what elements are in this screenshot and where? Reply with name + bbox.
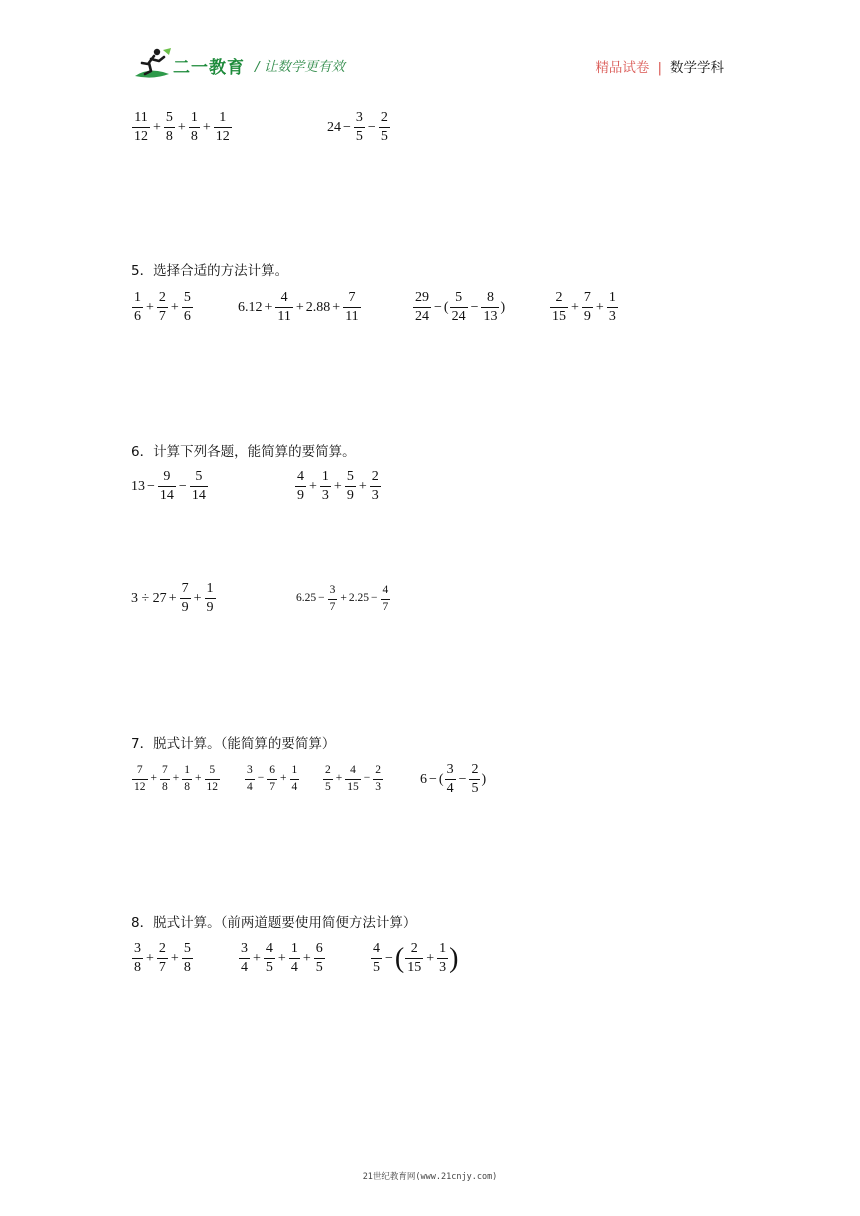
- numerator: 5: [195, 469, 203, 484]
- numerator: 2: [158, 941, 166, 956]
- fraction: [275, 291, 292, 324]
- header-label-quality: 精品试卷: [595, 60, 650, 76]
- denominator: 8: [190, 129, 198, 144]
- header-subject: [595, 56, 724, 76]
- denominator: 4: [446, 781, 454, 796]
- denominator: 5: [325, 780, 331, 793]
- numerator: 4: [373, 941, 380, 956]
- operator: −: [385, 950, 393, 966]
- operator: +: [153, 119, 161, 135]
- numerator: 5: [455, 290, 463, 305]
- numerator: 4: [297, 469, 304, 484]
- number: 2.88: [305, 299, 331, 315]
- expression: [370, 942, 458, 975]
- denominator: 3: [375, 780, 381, 793]
- expression: [294, 470, 382, 503]
- number: 13: [131, 478, 145, 494]
- numerator: 1: [608, 290, 616, 305]
- expression: [327, 111, 391, 144]
- denominator: 3: [321, 488, 329, 503]
- fraction: [379, 111, 390, 144]
- denominator: 7: [158, 960, 166, 975]
- numerator: 8: [486, 290, 494, 305]
- paren: (: [394, 942, 405, 974]
- numerator: 1: [190, 110, 198, 125]
- denominator: 9: [297, 488, 304, 503]
- fraction: [381, 585, 391, 613]
- operator: +: [150, 772, 157, 785]
- operator: −: [367, 119, 376, 135]
- numerator: 3: [329, 584, 336, 596]
- operator: +: [146, 950, 154, 966]
- fraction: [164, 111, 175, 144]
- number: 6: [420, 771, 427, 787]
- fraction: [469, 763, 480, 796]
- numerator: 7: [181, 581, 189, 596]
- fraction: [582, 291, 593, 324]
- denominator: 24: [415, 309, 429, 324]
- fraction: [245, 765, 255, 793]
- numerator: 1: [439, 941, 447, 956]
- operator: +: [302, 950, 311, 966]
- numerator: 5: [183, 290, 191, 305]
- denominator: 12: [134, 780, 146, 793]
- numerator: 5: [346, 469, 354, 484]
- operator: −: [371, 592, 378, 605]
- operator: +: [168, 590, 177, 606]
- numerator: 4: [280, 290, 288, 305]
- numerator: 3: [355, 110, 363, 125]
- numerator: 6: [315, 941, 323, 956]
- denominator: 6: [134, 309, 141, 324]
- logo-slogan: / 让数学更有效: [255, 59, 345, 75]
- expression: [131, 765, 221, 793]
- fraction: [132, 942, 143, 975]
- fraction: [437, 942, 448, 975]
- denominator: 9: [181, 600, 189, 615]
- fraction: [289, 942, 300, 975]
- denominator: 9: [346, 488, 354, 503]
- numerator: 7: [583, 290, 591, 305]
- denominator: 7: [158, 309, 166, 324]
- operator: +: [571, 299, 579, 315]
- header-label-subject: 数学学科: [670, 60, 724, 76]
- numerator: 3: [247, 764, 253, 776]
- operator: +: [358, 478, 367, 494]
- operator: −: [470, 299, 479, 315]
- fraction: [413, 291, 431, 324]
- denominator: 24: [451, 309, 466, 324]
- page-footer: 21世纪教育网(www.21cnjy.com): [362, 1172, 498, 1182]
- expression: [131, 942, 194, 975]
- operator: +: [332, 299, 341, 315]
- expression: [131, 111, 233, 144]
- denominator: 4: [241, 960, 248, 975]
- numerator: 2: [375, 764, 381, 776]
- operator: +: [146, 299, 154, 315]
- fraction: [157, 291, 168, 324]
- numerator: 2: [410, 941, 418, 956]
- problem-7-title: 7．脱式计算。（能简算的要简算）: [131, 736, 336, 752]
- operator: +: [280, 772, 287, 785]
- operator: +: [170, 299, 179, 315]
- fraction: [295, 470, 306, 503]
- operator: +: [277, 950, 286, 966]
- operator: +: [295, 299, 304, 315]
- numerator: 6: [269, 764, 275, 776]
- operator: +: [426, 950, 435, 966]
- numerator: 1: [206, 581, 214, 596]
- expression: [131, 582, 217, 615]
- numerator: 4: [350, 764, 356, 776]
- operator: +: [335, 772, 343, 785]
- denominator: 4: [291, 780, 298, 793]
- numerator: 7: [348, 290, 356, 305]
- fraction: [607, 291, 618, 324]
- header-separator: |: [657, 60, 662, 76]
- fraction: [132, 291, 143, 324]
- expression: [244, 765, 300, 793]
- logo-text: 二一教育: [173, 58, 245, 78]
- logo: [133, 46, 373, 82]
- denominator: 4: [290, 960, 298, 975]
- numerator: 2: [555, 290, 563, 305]
- fraction: [239, 942, 250, 975]
- denominator: 5: [355, 129, 363, 144]
- fraction: [345, 765, 361, 793]
- operator: −: [458, 771, 467, 787]
- denominator: 5: [315, 960, 323, 975]
- operator: −: [429, 771, 437, 787]
- fraction: [354, 111, 365, 144]
- operator: +: [202, 119, 211, 135]
- operator: +: [253, 950, 261, 966]
- expression: [296, 585, 391, 613]
- numerator: 1: [134, 290, 141, 305]
- denominator: 15: [407, 960, 422, 975]
- expression: [131, 470, 209, 503]
- denominator: 5: [373, 960, 380, 975]
- fraction: [182, 942, 193, 975]
- numerator: 4: [382, 584, 389, 596]
- fraction: [205, 765, 221, 793]
- runner-logo-icon: [133, 46, 173, 80]
- denominator: 8: [162, 780, 168, 793]
- denominator: 8: [184, 780, 190, 793]
- fraction: [320, 470, 331, 503]
- denominator: 3: [439, 960, 447, 975]
- numerator: 29: [415, 290, 429, 305]
- operator: −: [257, 772, 265, 785]
- paren: ): [500, 299, 506, 315]
- numerator: 3: [241, 941, 248, 956]
- denominator: 7: [382, 600, 389, 613]
- numerator: 7: [136, 764, 143, 776]
- denominator: 5: [471, 781, 479, 796]
- fraction: [267, 765, 277, 793]
- denominator: 11: [345, 309, 359, 324]
- denominator: 7: [329, 600, 336, 613]
- numerator: 1: [184, 764, 190, 776]
- denominator: 3: [608, 309, 616, 324]
- number: 2.25: [348, 592, 369, 605]
- operator: +: [309, 478, 317, 494]
- fraction: [370, 470, 381, 503]
- operator: +: [193, 590, 202, 606]
- numerator: 3: [134, 941, 141, 956]
- denominator: 8: [165, 129, 173, 144]
- fraction: [328, 585, 338, 613]
- operator: −: [318, 592, 325, 605]
- denominator: 5: [380, 129, 388, 144]
- expression: [412, 291, 505, 324]
- denominator: 3: [371, 488, 379, 503]
- number: 6.12: [238, 299, 263, 315]
- paren: ): [449, 942, 459, 974]
- denominator: 15: [347, 780, 359, 793]
- paren: (: [438, 771, 444, 787]
- fraction: [132, 765, 148, 793]
- numerator: 9: [163, 469, 171, 484]
- numerator: 1: [219, 110, 227, 125]
- denominator: 8: [134, 960, 141, 975]
- expression: [322, 765, 384, 793]
- expression: [238, 942, 326, 975]
- operator: −: [343, 119, 351, 135]
- fraction: [214, 111, 232, 144]
- fraction: [205, 582, 216, 615]
- denominator: 8: [183, 960, 191, 975]
- operator: +: [264, 299, 273, 315]
- fraction: [182, 291, 193, 324]
- denominator: 14: [159, 488, 174, 503]
- numerator: 1: [291, 764, 298, 776]
- denominator: 5: [265, 960, 273, 975]
- denominator: 9: [583, 309, 591, 324]
- paren: (: [443, 299, 449, 315]
- numerator: 11: [134, 110, 148, 125]
- numerator: 3: [446, 762, 454, 777]
- number: 6.25: [296, 592, 317, 605]
- operator: +: [170, 950, 179, 966]
- operator: −: [147, 478, 155, 494]
- problem-6-title: 6．计算下列各题，能简算的要简算。: [131, 444, 356, 460]
- paren: ): [481, 771, 487, 787]
- operator: −: [363, 772, 371, 785]
- fraction: [157, 942, 168, 975]
- fraction: [445, 763, 456, 796]
- numerator: 2: [380, 110, 388, 125]
- fraction: [314, 942, 325, 975]
- denominator: 7: [269, 780, 275, 793]
- expression: [420, 763, 486, 796]
- denominator: 14: [191, 488, 206, 503]
- operator: −: [178, 478, 187, 494]
- numerator: 5: [209, 764, 216, 776]
- fraction: [180, 582, 191, 615]
- number: 3 ÷ 27: [131, 590, 167, 606]
- problem-8-title: 8．脱式计算。（前两道题要使用简便方法计算）: [131, 915, 417, 931]
- denominator: 12: [134, 129, 148, 144]
- fraction: [345, 470, 356, 503]
- numerator: 2: [325, 764, 331, 776]
- denominator: 15: [552, 309, 566, 324]
- fraction: [132, 111, 150, 144]
- denominator: 12: [206, 780, 218, 793]
- fraction: [450, 291, 468, 324]
- fraction: [158, 470, 176, 503]
- fraction: [550, 291, 568, 324]
- expression: [238, 291, 362, 324]
- operator: +: [595, 299, 604, 315]
- fraction: [190, 470, 208, 503]
- numerator: 2: [158, 290, 166, 305]
- fraction: [371, 942, 382, 975]
- problem-5-title: 5．选择合适的方法计算。: [131, 263, 289, 279]
- fraction: [264, 942, 275, 975]
- numerator: 2: [371, 469, 379, 484]
- operator: −: [434, 299, 442, 315]
- operator: +: [333, 478, 342, 494]
- expression: [549, 291, 619, 324]
- fraction: [182, 765, 192, 793]
- operator: +: [177, 119, 186, 135]
- operator: +: [172, 772, 180, 785]
- denominator: 12: [215, 129, 230, 144]
- fraction: [189, 111, 200, 144]
- fraction: [373, 765, 383, 793]
- denominator: 13: [483, 309, 498, 324]
- operator: +: [195, 772, 202, 785]
- fraction: [323, 765, 333, 793]
- numerator: 2: [471, 762, 479, 777]
- fraction: [405, 942, 423, 975]
- denominator: 6: [183, 309, 191, 324]
- fraction: [481, 291, 499, 324]
- fraction: [160, 765, 170, 793]
- fraction: [290, 765, 300, 793]
- numerator: 7: [162, 764, 168, 776]
- expression: [131, 291, 194, 324]
- denominator: 9: [206, 600, 214, 615]
- numerator: 5: [183, 941, 191, 956]
- denominator: 4: [247, 780, 253, 793]
- numerator: 4: [265, 941, 273, 956]
- fraction: [343, 291, 360, 324]
- number: 24: [327, 119, 341, 135]
- operator: +: [340, 592, 347, 605]
- numerator: 1: [321, 469, 329, 484]
- numerator: 5: [165, 110, 173, 125]
- numerator: 1: [290, 941, 298, 956]
- denominator: 11: [277, 309, 291, 324]
